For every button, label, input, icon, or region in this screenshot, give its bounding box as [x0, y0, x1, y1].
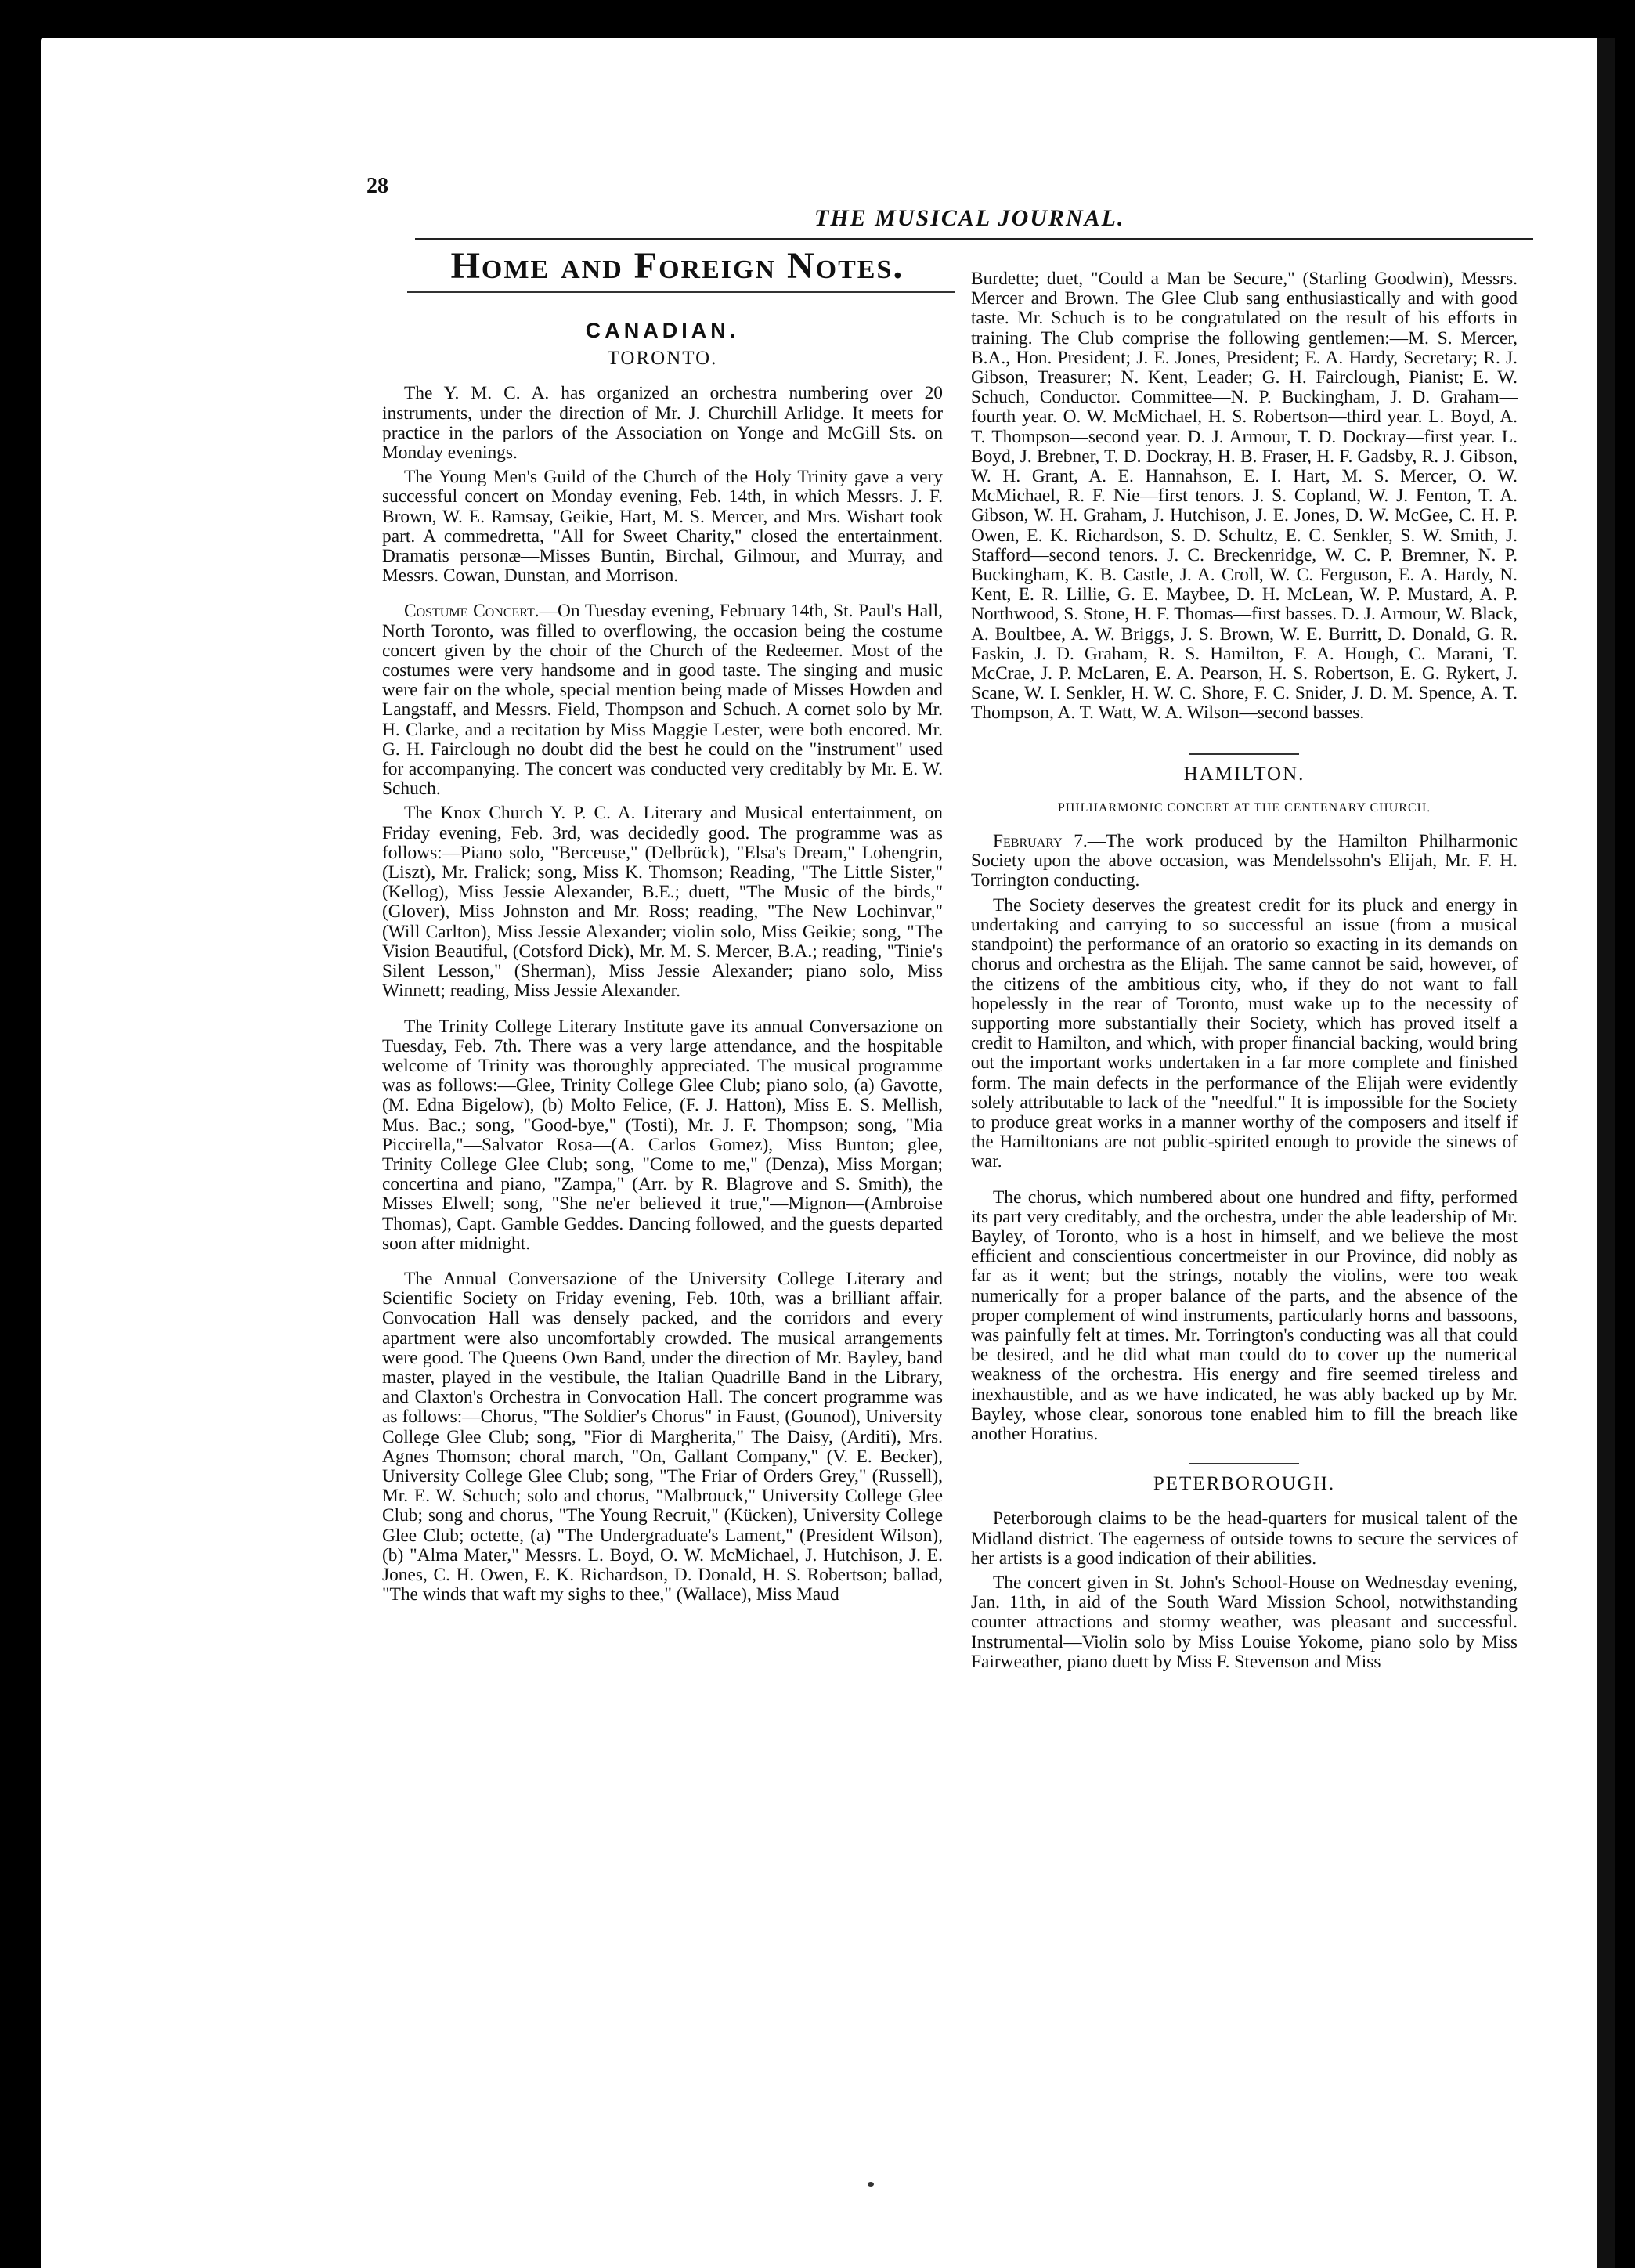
spacer	[382, 590, 943, 601]
spacer	[382, 1259, 943, 1269]
spacer	[971, 1177, 1518, 1188]
university-college-paragraph: The Annual Conversazione of the University College Literary and Scientific Society on Friday evening, Feb. 10th, was a brilliant affair. Convocation Hall was densely packed, and the corridors and every apartment were also uncomfortably crowded. The musical arrangements were good. The Queens Own Band, under the direction of Mr. Bayley, band master, played in the vestibule, the Italian Quadrille Band in the Library, and Claxton's Orchestra in Convocation Hall. The concert programme was as follows:—Chorus, "The Soldier's Chorus" in Faust, (Gounod), University College Glee Club; song, "Fior di Margherita," The Daisy, (Arditi), Mrs. Agnes Thomson; choral march, "On, Gallant Company," (V. E. Becker), University College Glee Club; song, "The Friar of Orders Grey," (Russell), Mr. E. W. Schuch; solo and chorus, "Malbrouck," University College Glee Club; song and chorus, "The Young Recruit," (Kücken), University College Glee Club; octette, (a) "The Undergraduate's Lament," (President Wilson), (b) "Alma Mater," Messrs. L. Boyd, O. W. McMichael, J. Hutchison, J. E. Jones, C. H. Owen, E. K. Richardson, D. Donald, H. S. Robertson; ballad, "The winds that waft my sighs to thee," (Wallace), Miss Maud	[382, 1268, 943, 1605]
society-paragraph: The Society deserves the greatest credit for its pluck and energy in undertaking and carrying to so successful an issue (from a musical standpoint) the performance of an oratorio so exacting in its demands on chorus and orchestra as the Elijah. The same cannot be said, however, of the citizens of the ambitious city, who, if they do not want to fall hopelessly in the rear of Toronto, must wake up to the necessity of supporting more substantially their Society, which has proved itself a credit to Hamilton, and which, with proper financial backing, would bring out the important works undertaken in a far more complete and finished form. The main defects in the performance of the Elijah were evidently solely attributable to lack of the "needful." It is impossible for the Society to produce great works in a manner worthy of the composers and itself if the Hamiltonians are not public-spirited enough to provide the sinews of war.	[971, 894, 1518, 1172]
costume-concert-text: —On Tuesday evening, February 14th, St. Paul's Hall, North Toronto, was filled to overflowing, the occasion being the costume concert given by the choir of the Church of the Redeemer. Most of the costumes were very handsome and in good taste. The singing and music were fair on the whole, special mention being made of Misses Howden and Langstaff, and Messrs. Field, Thompson and Schuch. A cornet solo by Mr. H. Clarke, and a recitation by Miss Maggie Lester, were both encored. Mr. G. H. Fairclough no doubt did the best he could on the "instrument" used for accompanying. The concert was conducted very creditably by Mr. E. W. Schuch.	[382, 601, 943, 800]
right-column	[971, 269, 1518, 1677]
ymca-paragraph: The Y. M. C. A. has organized an orchestra numbering over 20 instruments, under the direction of Mr. J. Churchill Arlidge. It meets for practice in the parlors of the Association on Yonge and McGill Sts. on Monday evenings.	[382, 383, 943, 464]
st-johns-paragraph: The concert given in St. John's School-House on Wednesday evening, Jan. 11th, in aid of the South Ward Mission School, notwithstanding counter attractions and stormy weather, was pleasant and successful. Instrumental—Violin solo by Miss Louise Yokome, piano solo by Miss Fairweather, piano duett by Miss F. Stevenson and Miss	[971, 1572, 1518, 1672]
chorus-paragraph: The chorus, which numbered about one hundred and fifty, performed its part very creditably, and the orchestra, under the able leadership of Mr. Bayley, of Toronto, who is a host in himself, and we believe the most efficient and conscientious concertmeister in our Province, did nobly as far as it went; but the strings, notably the violins, were too weak numerically for a proper balance of the parts, and the absence of the proper complement of wind instruments, particularly horns and bassoons, was painfully felt at times. Mr. Torrington's conducting was all that could be desired, and he did what man could do to cover up the numerical weakness of the orchestra. His energy and fire seemed tireless and inexhaustible, and as we have indicated, he was ably backed up by Mr. Bayley, whose clear, sonorous tone enabled him to fill the breach like another Horatius.	[971, 1186, 1518, 1444]
section-divider	[1189, 1463, 1299, 1464]
holy-trinity-paragraph: The Young Men's Guild of the Church of the Holy Trinity gave a very successful concert on Monday evening, Feb. 14th, in which Messrs. J. F. Brown, W. E. Ramsay, Geikie, Hart, M. S. Mercer, and Mrs. Wishart took part. A commedretta, "All for Sweet Charity," closed the entertainment. Dramatis personæ—Misses Buntin, Birchal, Gilmour, and Murray, and Messrs. Cowan, Dunstan, and Morrison.	[382, 467, 943, 587]
hamilton-heading: HAMILTON.	[1183, 763, 1305, 785]
philharmonic-paragraph	[971, 832, 1518, 891]
hamilton-subheading: PHILHARMONIC CONCERT AT THE CENTENARY CHURCH.	[1057, 800, 1431, 814]
canadian-heading: CANADIAN.	[585, 319, 740, 342]
february-lead: February 7.	[993, 831, 1088, 852]
ink-speck	[868, 2182, 874, 2187]
section-divider	[1189, 753, 1299, 755]
title-rule	[407, 291, 955, 293]
page-edge-shadow	[1597, 38, 1615, 2268]
peterborough-paragraph: Peterborough claims to be the head-quarters for musical talent of the Midland district. The eagerness of outside towns to secure the services of her artists is a good indication of their abilities.	[971, 1508, 1518, 1569]
spacer	[382, 1006, 943, 1017]
costume-concert-paragraph	[382, 601, 943, 799]
costume-concert-lead: Costume Concert.	[404, 601, 540, 622]
peterborough-heading: PETERBOROUGH.	[1153, 1473, 1336, 1495]
philharmonic-text: —The work produced by the Hamilton Philharmonic Society upon the above occasion, was Mendelssohn's Elijah, Mr. F. H. Torrington conducting.	[971, 831, 1518, 891]
glee-club-paragraph: Burdette; duet, "Could a Man be Secure," (Starling Goodwin), Messrs. Mercer and Brown. The Glee Club sang enthusiastically and with good taste. Mr. Schuch is to be congratulated on the result of his efforts in training. The Club comprise the following gentlemen:—M. S. Mercer, B.A., Hon. President; J. E. Jones, President; E. A. Hardy, Secretary; R. J. Gibson, Treasurer; N. Kent, Leader; G. H. Fairclough, Pianist; E. W. Schuch, Conductor. Committee—N. P. Buckingham, J. D. Graham—fourth year. O. W. McMichael, H. S. Robertson—third year. L. Boyd, A. T. Thompson—second year. D. J. Armour, T. D. Dockray—first year. L. Boyd, J. Brebner, T. D. Dockray, H. B. Fraser, H. F. Gadsby, R. J. Gibson, W. H. Grant, A. E. Hannahson, E. I. Hart, M. S. Mercer, O. W. McMichael, R. F. Nie—first tenors. J. S. Copland, W. J. Fenton, T. A. Gibson, W. H. Graham, J. Hutchison, J. E. Jones, D. W. McGee, C. H. P. Owen, E. K. Richardson, S. D. Schultz, E. C. Senkler, S. W. Smith, J. Stafford—second tenors. J. C. Breckenridge, W. C. P. Bremner, N. P. Buckingham, K. B. Castle, J. A. Croll, W. C. Ferguson, E. A. Hardy, N. Kent, E. R. Lillie, G. E. Maybee, D. H. McLean, W. P. Mustard, A. P. Northwood, S. Stone, H. F. Thomas—first basses. D. J. Armour, W. Black, A. Boultbee, A. W. Briggs, J. S. Brown, W. E. Burritt, D. Donald, G. R. Faskin, J. D. Graham, R. S. Hamilton, F. A. Hough, C. Marani, T. McCrae, J. P. McLaren, E. A. Pearson, H. S. Robertson, E. G. Rykert, J. Scane, W. I. Senkler, H. W. C. Shore, F. C. Snider, J. D. M. Spence, A. T. Thompson, A. T. Watt, W. A. Wilson—second basses.	[971, 269, 1518, 724]
running-head: THE MUSICAL JOURNAL.	[814, 205, 1125, 231]
section-title: Home and Foreign Notes.	[450, 245, 904, 287]
header-rule	[415, 238, 1533, 240]
page-number: 28	[366, 174, 388, 198]
left-column	[382, 321, 943, 1609]
trinity-college-paragraph: The Trinity College Literary Institute gave its annual Conversazione on Tuesday, Feb. 7th. There was a very large attendance, and the hospitable welcome of Trinity was thoroughly appreciated. The musical programme was as follows:—Glee, Trinity College Glee Club; piano solo, (a) Gavotte, (M. Edna Bigelow), (b) Molto Felice, (F. J. Hatton), Miss E. S. Mellish, Mus. Bac.; song, "Good-bye," (Tosti), Mr. J. F. Thompson; song, "Mia Piccirella,"—Salvator Rosa—(A. Carlos Gomez), Miss Bunton; glee, Trinity College Glee Club; song, "Come to me," (Denza), Miss Morgan; concertina and piano, "Zampa," (Arr. by R. Blagrove and S. Smith), the Misses Elwell; song, "She ne'er believed it true,"—Mignon—(Ambroise Thomas), Capt. Gamble Geddes. Dancing followed, and the guests departed soon after midnight.	[382, 1016, 943, 1254]
knox-church-paragraph: The Knox Church Y. P. C. A. Literary and Musical entertainment, on Friday evening, Feb. 3rd, was decidedly good. The programme was as follows:—Piano solo, "Berceuse," (Delbrück), "Elsa's Dream," Lohengrin, (Liszt), Mr. Fralick; song, Miss K. Thomson; Reading, "The Little Sister," (Kellog), Miss Jessie Alexander, B.E.; duett, "The Music of the birds," (Glover), Miss Johnston and Mr. Ross; reading, "The New Lochinvar," (Will Carlton), Miss Jessie Alexander; violin solo, Miss Geikie; song, "The Vision Beautiful, (Cotsford Dick), Mr. M. S. Mercer, B.A.; reading, "Tinie's Silent Lesson," (Sherman), Miss Jessie Alexander; piano solo, Miss Winnett; reading, Miss Jessie Alexander.	[382, 803, 943, 1002]
toronto-heading: TORONTO.	[607, 348, 718, 370]
